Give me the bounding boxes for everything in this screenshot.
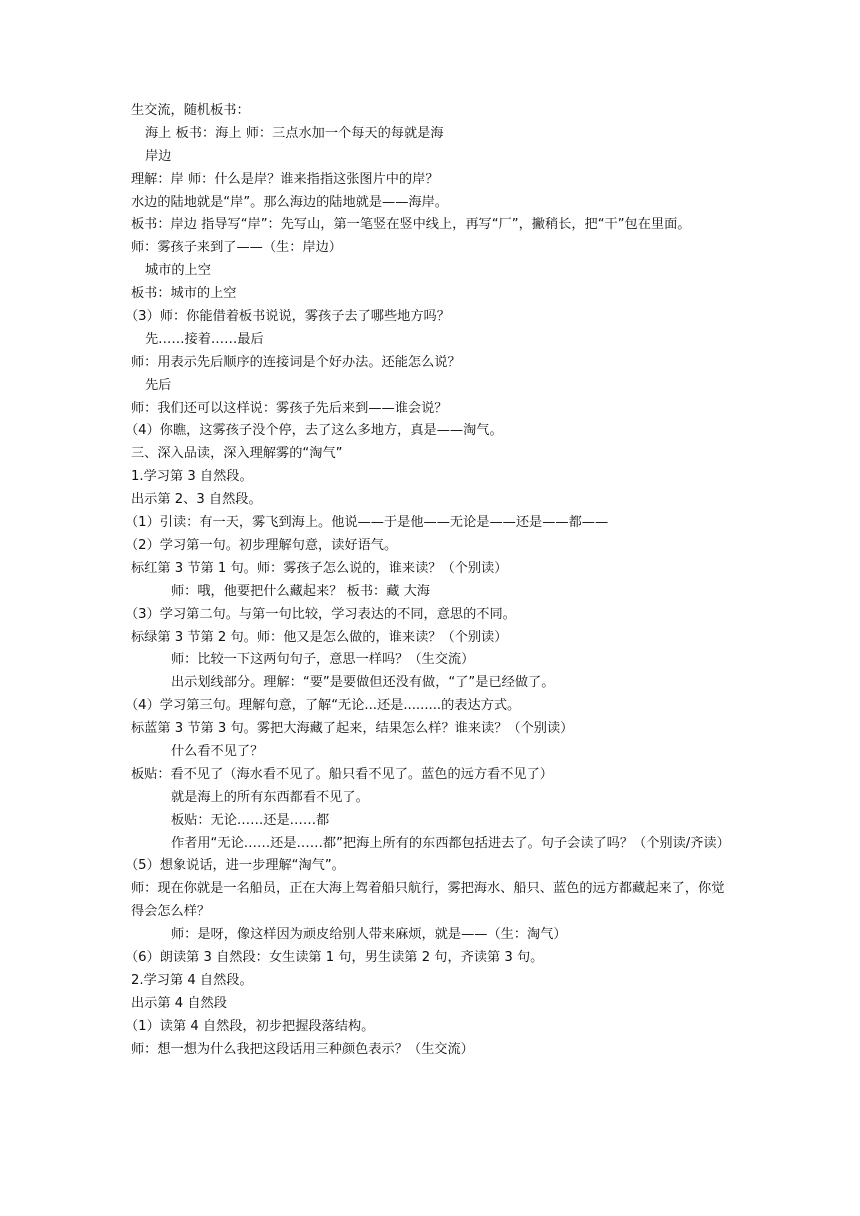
text-line: 生交流，随机板书： <box>131 103 250 118</box>
text-line: 板书：岸边 指导写“岸”：先写山，第一笔竖在竖中线上，再写“厂”，撇稍长，把“干”包在里面。 <box>131 217 691 233</box>
text-line: （6）朗读第 3 自然段：女生读第 1 句，男生读第 2 句，齐读第 3 句。 <box>125 950 544 966</box>
text-line: 1.学习第 3 自然段。 <box>131 469 253 485</box>
text-line: 岸边 <box>145 148 172 164</box>
text-line: 师：比较一下这两句句子，意思一样吗？（生交流） <box>171 652 475 668</box>
text-line: 出示第 2、3 自然段。 <box>131 492 262 508</box>
text-line: （3）学习第二句。与第一句比较，学习表达的不同，意思的不同。 <box>125 606 516 622</box>
text-line: 理解：岸 师：什么是岸？谁来指指这张图片中的岸？ <box>131 171 439 187</box>
text-line: 水边的陆地就是“岸”。那么海边的陆地就是——海岸。 <box>131 194 448 210</box>
text-line: （4）学习第三句。理解句意，了解“无论...还是.........的表达方式。 <box>125 698 521 714</box>
text-line: 2.学习第 4 自然段。 <box>131 972 253 988</box>
text-line: 标红第 3 节第 1 句。师：雾孩子怎么说的，谁来读？（个别读） <box>131 560 508 576</box>
text-line: 师：哦，他要把什么藏起来？ 板书：藏 大海 <box>171 583 430 599</box>
text-line: 先后 <box>145 377 172 393</box>
text-line: 什么看不见了？ <box>171 743 264 759</box>
text-line: 标蓝第 3 节第 3 句。雾把大海藏了起来，结果怎么样？谁来读？（个别读） <box>131 721 574 737</box>
text-line: 板贴：看不见了（海水看不见了。船只看不见了。蓝色的远方看不见了） <box>131 766 553 782</box>
text-line: 先……接着……最后 <box>145 331 264 347</box>
text-line: 板书：城市的上空 <box>131 286 237 302</box>
text-line: 板贴：无论……还是……都 <box>171 812 330 828</box>
text-line: （3）师：你能借着板书说说，雾孩子去了哪些地方吗？ <box>125 309 450 325</box>
text-line: 标绿第 3 节第 2 句。师：他又是怎么做的，谁来读？（个别读） <box>131 629 508 645</box>
section-heading: 三、深入品读，深入理解雾的“淘气” <box>131 446 343 462</box>
text-line: 出示划线部分。理解：“要”是要做但还没有做，“了”是已经做了。 <box>171 675 555 691</box>
text-line: 作者用“无论……还是……都”把海上所有的东西都包括进去了。句子会读了吗？（个别读/齐读） <box>171 835 730 851</box>
text-line: 海上 板书：海上 师：三点水加一个每天的每就是海 <box>145 125 444 141</box>
text-line: 出示第 4 自然段 <box>131 995 227 1011</box>
text-line: （1）引读：有一天，雾飞到海上。他说——于是他——无论是——还是——都—— <box>125 515 609 531</box>
text-line: 师：现在你就是一名船员，正在大海上驾着船只航行，雾把海水、船只、蓝色的远方都藏起来了，你觉得会怎么样？ <box>131 881 725 920</box>
text-line: 师：是呀，像这样因为顽皮给别人带来麻烦，就是——（生：淘气） <box>171 927 567 943</box>
text-line: 师：用表示先后顺序的连接词是个好办法。还能怎么说？ <box>131 354 461 370</box>
text-line: 就是海上的所有东西都看不见了。 <box>171 789 369 805</box>
text-line: 师：雾孩子来到了——（生：岸边） <box>131 240 342 256</box>
document-page <box>125 100 731 1061</box>
text-line: （5）想象说话，进一步理解“淘气”。 <box>125 858 345 874</box>
text-line: （1）读第 4 自然段，初步把握段落结构。 <box>125 1018 375 1034</box>
text-line: 师：想一想为什么我把这段话用三种颜色表示？（生交流） <box>131 1041 474 1057</box>
text-line: 师：我们还可以这样说：雾孩子先后来到——谁会说？ <box>131 400 448 416</box>
text-line: （4）你瞧，这雾孩子没个停，去了这么多地方，真是——淘气。 <box>125 423 503 439</box>
text-line: 城市的上空 <box>145 263 211 279</box>
text-line: （2）学习第一句。初步理解句意，读好语气。 <box>125 537 398 553</box>
